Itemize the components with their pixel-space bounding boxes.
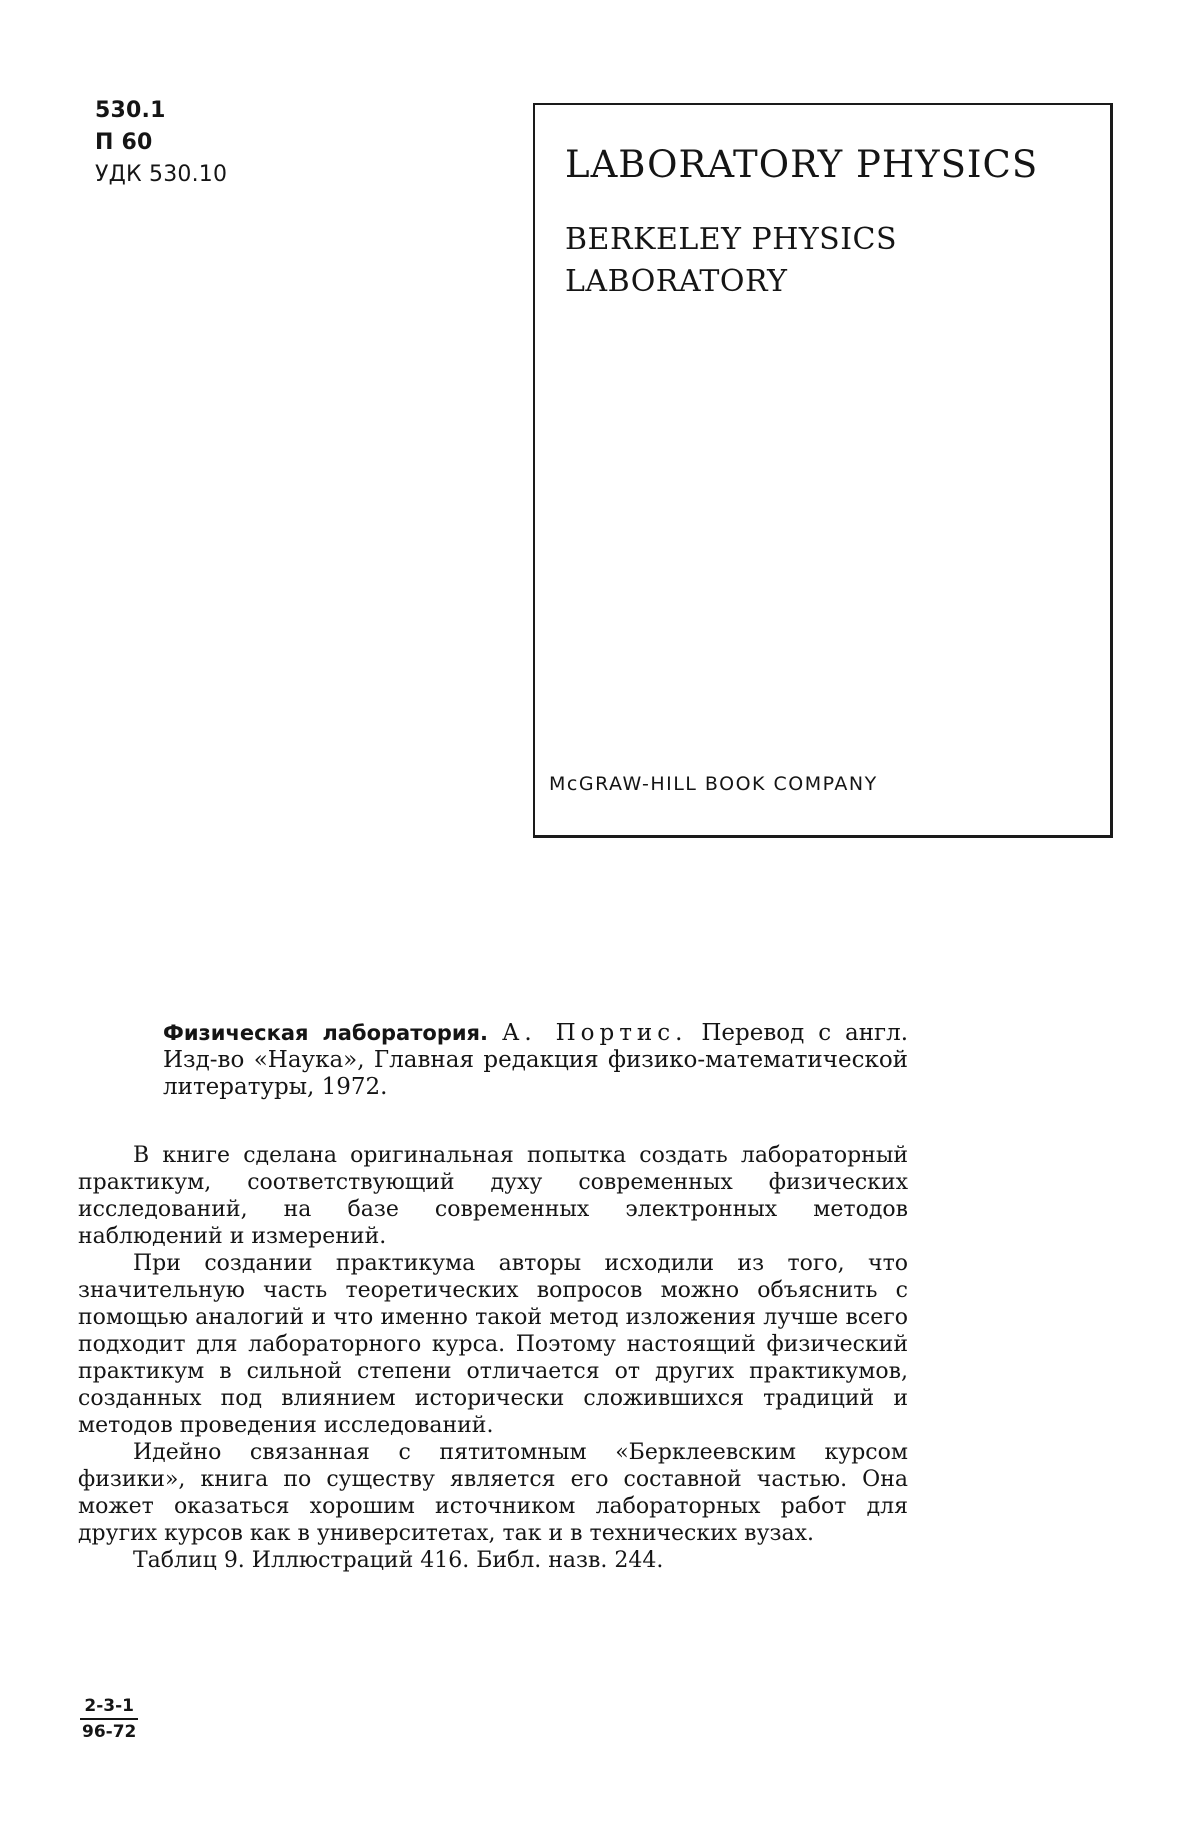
classification-index: П 60 [95,130,153,155]
classification-block [95,95,227,191]
original-subtitle-line-1: BERKELEY PHYSICS [565,222,898,257]
bibliographic-entry [163,1020,908,1101]
publication-details: Перевод с англ. Изд-во «Наука», Главная редакция физико-математической литературы, 1972. [163,1020,909,1100]
original-title: LABORATORY PHYSICS [565,143,1039,186]
original-subtitle [565,219,897,303]
original-subtitle-line-2: LABORATORY [565,264,788,299]
book-title: Физическая лаборатория. [163,1021,489,1045]
original-publisher: McGRAW-HILL BOOK COMPANY [549,773,878,795]
publishing-code-denominator: 96-72 [82,1722,137,1742]
publishing-code [80,1694,138,1744]
abstract [78,1142,908,1574]
abstract-paragraph: В книге сделана оригинальная попытка создать лабораторный практикум, соответствующий духу современных физических исследований, на базе современных электронных методов наблюдений и измерений. [78,1143,908,1249]
udc-code: УДК 530.10 [95,162,228,187]
abstract-paragraph: При создании практикума авторы исходили из того, что значительную часть теоретических вопросов можно объяснить с помощью аналогий и что именно такой метод изложения лучше всего подходит для лабораторного курса. Поэтому настоящий физический практикум в сильной степени отличается от других практикумов, созданных под влиянием исторически сложившихся традиций и методов проведения исследований. [78,1251,908,1438]
publishing-code-numerator: 2-3-1 [80,1694,138,1720]
classification-code: 530.1 [95,98,166,123]
tables-illustrations-count: Таблиц 9. Иллюстраций 416. Библ. назв. 244. [133,1548,664,1573]
book-author: А. Портис. [501,1020,688,1046]
abstract-paragraph: Идейно связанная с пятитомным «Берклеевским курсом физики», книга по существу является его составной частью. Она может оказаться хорошим источником лабораторных работ для других курсов как в университетах, так и в технических вузах. [78,1440,908,1546]
original-title-page-box [533,103,1113,838]
